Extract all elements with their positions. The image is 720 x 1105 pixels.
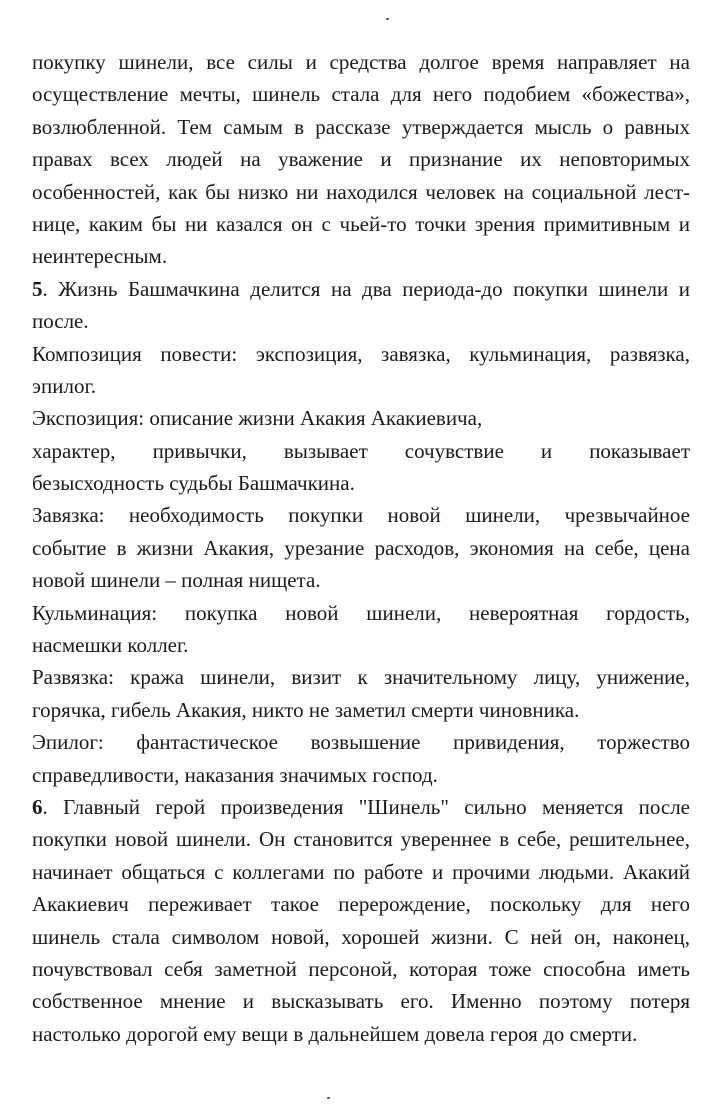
text-line	[32, 726, 690, 758]
line-text: правах всех людей на уважение и признание их неповторимых	[32, 147, 690, 172]
line-text: начинает общаться с коллегами по работе и прочими людьми. Акакий	[32, 859, 690, 884]
text-line	[32, 402, 690, 434]
scan-speck	[327, 1097, 330, 1099]
item-number: 6	[32, 794, 43, 819]
line-text: характер, привычки, вызывает сочувствие и показывает	[32, 438, 690, 463]
line-text: новой шинели – полная нищета.	[32, 568, 321, 593]
line-text: Композиция повести: экспозиция, завязка, кульминация, развязка,	[32, 341, 690, 366]
text-line	[32, 921, 690, 953]
line-text: горячка, гибель Акакия, никто не заметил смерти чиновника.	[32, 697, 580, 722]
text-line	[32, 208, 690, 240]
line-text: Кульминация: покупка новой шинели, невероятная гордость,	[32, 600, 690, 625]
text-line	[32, 856, 690, 888]
text-line	[32, 629, 690, 661]
text-line	[32, 435, 690, 467]
line-text: Экспозиция: описание жизни Акакия Акакиевича,	[32, 406, 483, 431]
text-line	[32, 953, 690, 985]
text-line	[32, 597, 690, 629]
text-line	[32, 78, 690, 110]
line-text: безысходность судьбы Башмачкина.	[32, 471, 355, 496]
text-line	[32, 176, 690, 208]
line-text: Завязка: необходимость покупки новой шинели, чрезвычайное	[32, 503, 690, 528]
line-text: шинель стала символом новой, хорошей жизни. С ней он, наконец,	[32, 924, 690, 949]
text-line	[32, 985, 690, 1017]
line-text: неинтересным.	[32, 244, 168, 269]
line-text: Развязка: кража шинели, визит к значительному лицу, унижение,	[32, 665, 690, 690]
line-text: нице, каким бы ни казался он с чьей-то точки зрения примитивным и	[32, 211, 690, 236]
line-text: справедливости, наказания значимых господ.	[32, 762, 438, 787]
line-text: Акакиевич переживает такое перерождение, поскольку для него	[32, 892, 690, 917]
text-line	[32, 759, 690, 791]
line-text: после.	[32, 309, 89, 334]
text-line	[32, 694, 690, 726]
line-text: Эпилог: фантастическое возвышение привидения, торжество	[32, 730, 690, 755]
line-text: особенностей, как бы низко ни находился человек на социальной лест-	[32, 179, 690, 204]
line-text: осуществление мечты, шинель стала для него подобием «божества»,	[32, 82, 690, 107]
text-line	[32, 888, 690, 920]
line-text: событие в жизни Акакия, урезание расходов, экономия на себе, цена	[32, 535, 690, 560]
text-line	[32, 305, 690, 337]
text-line	[32, 823, 690, 855]
line-text: покупки новой шинели. Он становится увереннее в себе, решительнее,	[32, 827, 690, 852]
text-line	[32, 791, 690, 823]
text-line	[32, 661, 690, 693]
item-number: 5	[32, 276, 43, 301]
text-line	[32, 532, 690, 564]
line-text: . Жизнь Башмачкина делится на два периода-до покупки шинели и	[42, 276, 690, 301]
text-line	[32, 46, 690, 78]
text-line	[32, 370, 690, 402]
text-line	[32, 111, 690, 143]
text-line	[32, 564, 690, 596]
line-text: насмешки коллег.	[32, 633, 189, 658]
line-text: настолько дорогой ему вещи в дальнейшем довела героя до смерти.	[32, 1021, 638, 1046]
line-text: покупку шинели, все силы и средства долгое время направляет на	[32, 50, 690, 74]
document-page	[32, 46, 690, 1050]
text-line	[32, 1018, 690, 1050]
text-line	[32, 499, 690, 531]
text-line	[32, 143, 690, 175]
line-text: эпилог.	[32, 373, 96, 398]
text-line	[32, 273, 690, 305]
line-text: собственное мнение и высказывать его. Именно поэтому потеря	[32, 989, 690, 1014]
text-line	[32, 467, 690, 499]
scan-speck	[386, 18, 389, 20]
line-text: возлюбленной. Тем самым в рассказе утверждается мысль о равных	[32, 114, 690, 139]
line-text: почувствовал себя заметной персоной, которая тоже способна иметь	[32, 956, 690, 981]
text-line	[32, 240, 690, 272]
line-text: . Главный герой произведения "Шинель" сильно меняется после	[42, 794, 690, 819]
text-line	[32, 338, 690, 370]
